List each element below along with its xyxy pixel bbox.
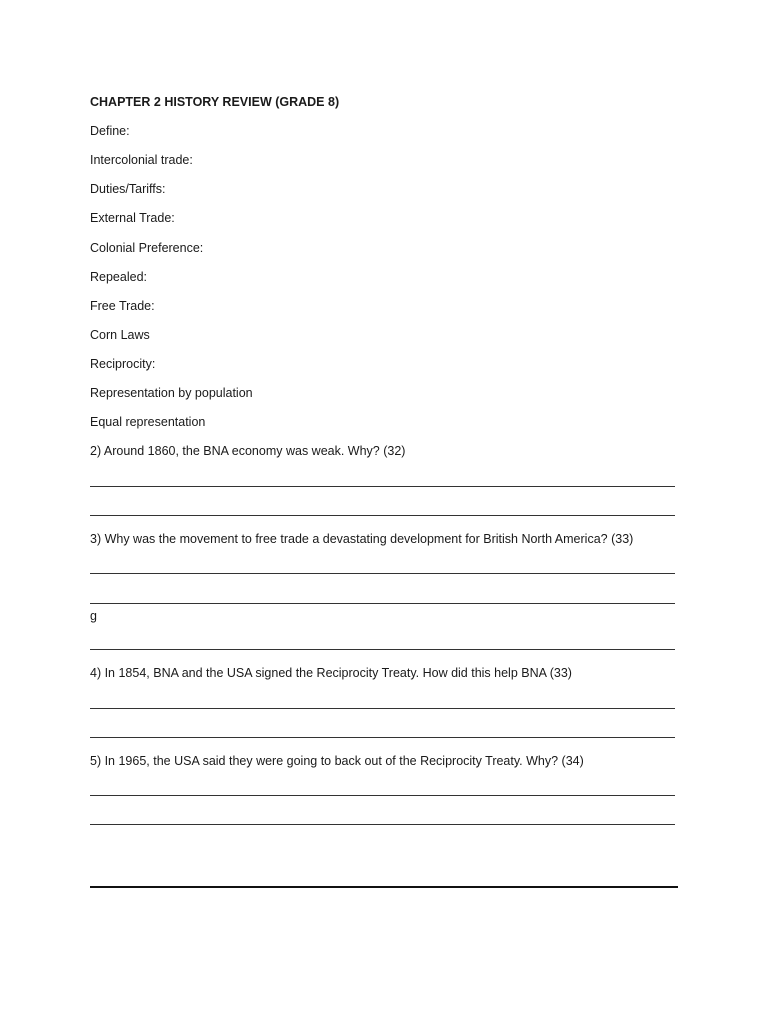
term-repealed: Repealed:	[90, 270, 147, 284]
term-rep-by-pop: Representation by population	[90, 386, 253, 400]
answer-line	[90, 515, 675, 516]
answer-line	[90, 649, 675, 650]
answer-line	[90, 795, 675, 796]
term-colonial-preference: Colonial Preference:	[90, 241, 204, 255]
term-equal-representation: Equal representation	[90, 415, 206, 429]
question-5: 5) In 1965, the USA said they were going to back out of the Reciprocity Treaty. Why? (34)	[90, 754, 584, 768]
answer-line	[90, 824, 675, 825]
question-4: 4) In 1854, BNA and the USA signed the Reciprocity Treaty. How did this help BNA (33)	[90, 666, 572, 680]
question-2: 2) Around 1860, the BNA economy was weak. Why? (32)	[90, 444, 406, 458]
term-reciprocity: Reciprocity:	[90, 357, 156, 371]
answer-line	[90, 708, 675, 709]
term-corn-laws: Corn Laws	[90, 328, 150, 342]
page-title: CHAPTER 2 HISTORY REVIEW (GRADE 8)	[90, 95, 340, 109]
answer-line	[90, 737, 675, 738]
term-free-trade: Free Trade:	[90, 299, 155, 313]
define-label: Define:	[90, 124, 130, 138]
stray-text: g	[90, 609, 97, 623]
term-external-trade: External Trade:	[90, 211, 175, 225]
term-intercolonial-trade: Intercolonial trade:	[90, 153, 193, 167]
term-duties-tariffs: Duties/Tariffs:	[90, 182, 166, 196]
question-3: 3) Why was the movement to free trade a devastating development for British North America? (33)	[90, 532, 634, 546]
answer-line	[90, 603, 675, 604]
answer-line	[90, 573, 675, 574]
answer-line	[90, 486, 675, 487]
bottom-rule	[90, 886, 678, 888]
